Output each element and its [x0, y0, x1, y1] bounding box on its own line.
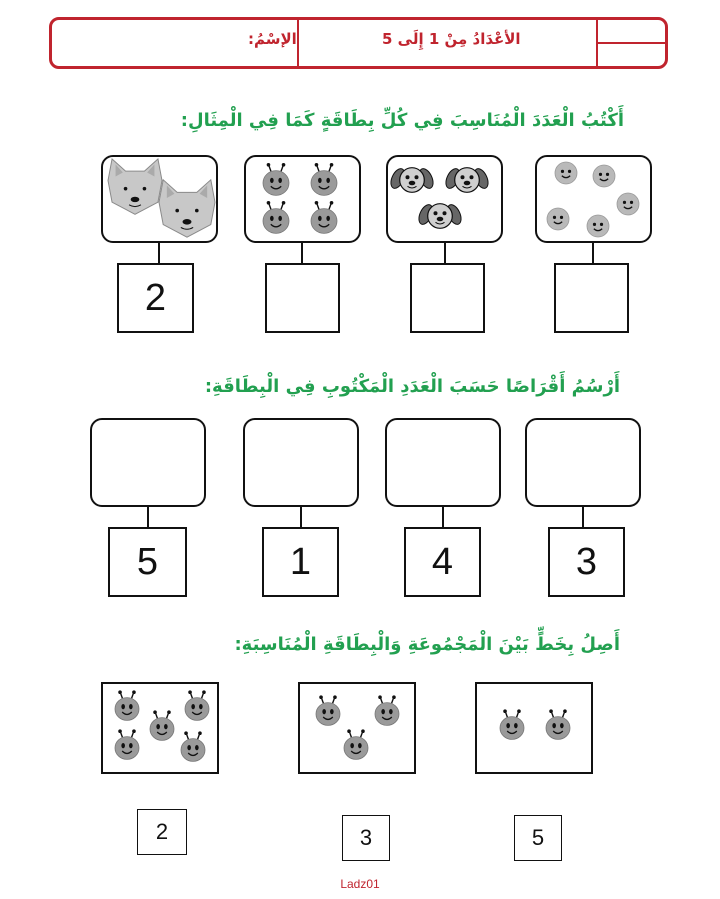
instruction-3: أَصِلُ بِخَطٍّ بَيْنَ الْمَجْمُوعَةِ وَالْبِطَاقَةِ الْمُنَاسِبَةِ:	[234, 634, 620, 655]
instruction-2: أَرْسُمُ أَقْرَاصًا حَسَبَ الْعَدَدِ الْمَكْتُوبِ فِي الْبِطَاقَةِ:	[204, 376, 620, 397]
ant-icon	[311, 163, 337, 195]
ant-icon	[546, 709, 570, 739]
match-number[interactable]: 2	[137, 809, 187, 855]
number-card: 1	[262, 527, 339, 597]
number-card: 5	[108, 527, 187, 597]
ant-icon	[115, 729, 139, 759]
ant-icon	[316, 695, 340, 725]
number-card: 3	[548, 527, 625, 597]
number-card: 4	[404, 527, 481, 597]
name-label: الإسْمُ:	[248, 30, 297, 48]
footer-credit: Ladz01	[340, 877, 380, 891]
wolf-icon	[108, 159, 162, 214]
dog-icon	[443, 167, 491, 193]
ant-icon	[375, 695, 399, 725]
ant-icon	[115, 690, 139, 720]
face-icon	[593, 165, 615, 187]
wolf-icon	[159, 180, 215, 237]
dog-icon	[416, 203, 464, 229]
ant-icon	[185, 690, 209, 720]
face-icon	[617, 193, 639, 215]
match-number[interactable]: 3	[342, 815, 390, 861]
ant-icon	[311, 201, 337, 233]
dog-icon	[388, 167, 436, 193]
match-number[interactable]: 5	[514, 815, 562, 861]
face-icon	[547, 208, 569, 230]
ant-icon	[500, 709, 524, 739]
ant-icon	[344, 729, 368, 759]
instruction-1: أَكْتُبُ الْعَدَدَ الْمُنَاسِبَ فِي كُلِّ بِطَاقَةٍ كَمَا فِي الْمِثَالِ:	[180, 110, 624, 131]
ant-icon	[263, 201, 289, 233]
ant-icon	[150, 710, 174, 740]
worksheet-title: الأعْدَادُ مِنْ 1 إِلَى 5	[382, 30, 521, 48]
ant-icon	[181, 731, 205, 761]
face-icon	[555, 162, 577, 184]
answer-box[interactable]: 2	[117, 263, 194, 333]
face-icon	[587, 215, 609, 237]
ant-icon	[263, 163, 289, 195]
